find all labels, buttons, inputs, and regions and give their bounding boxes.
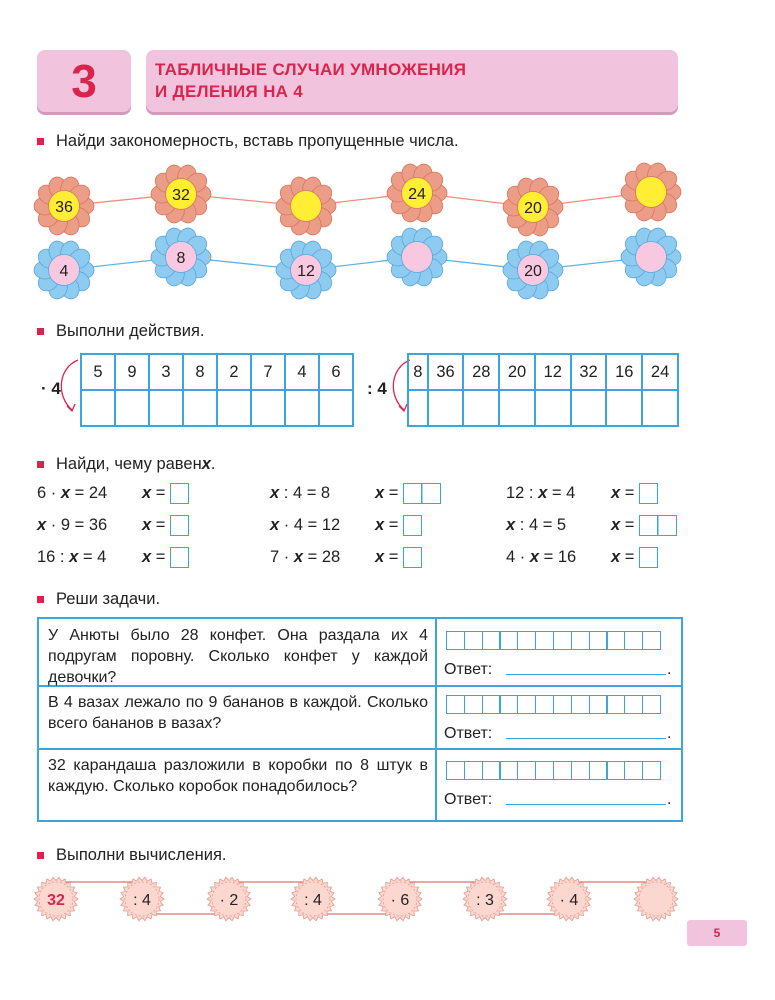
multiply-answer-cell-4[interactable] — [183, 390, 217, 426]
equation-1-1: 6 · х = 24 — [37, 484, 108, 502]
tasks-table: У Анюты было 28 конфет. Она раздала их 4 подругам поровну. Сколько конфет у каждой девочки? В 4 вазах лежало по 9 бананов в каждой. Сколько всего бананов в вазах? 32 карандаша разложили в коробки по 8 штук в каждую. Сколько коробок понадобилось? Ответ: . Ответ: . Ответ: . — [37, 617, 683, 822]
divide-answer-cell-3[interactable] — [463, 390, 499, 426]
multiply-value-3: 3 — [149, 354, 183, 390]
answer-box[interactable] — [639, 483, 658, 504]
task-1-answer-line[interactable] — [506, 674, 666, 675]
divide-value-8: 24 — [642, 354, 678, 390]
task-2-answer-line[interactable] — [506, 738, 666, 739]
section-heading-calc: Выполни вычисления. — [37, 846, 227, 865]
multiply-answer-cell-7[interactable] — [285, 390, 319, 426]
equation-3-2: х : 4 = 5 — [506, 516, 567, 534]
top-flower-1-value: 36 — [55, 199, 73, 216]
divide-value-2: 36 — [428, 354, 464, 390]
top-flower-5 — [503, 176, 563, 239]
chain-node-5-text: · 6 — [390, 892, 410, 909]
divide-value-5: 12 — [535, 354, 571, 390]
answer-box[interactable] — [403, 547, 422, 568]
multiply-value-7: 4 — [285, 354, 319, 390]
lesson-title-box — [146, 50, 678, 112]
multiply-value-6: 7 — [251, 354, 285, 390]
bottom-flower-3 — [276, 239, 336, 300]
answer-2-1: х = — [375, 483, 441, 504]
multiply-value-8: 6 — [319, 354, 353, 390]
chain-node-2-text: : 4 — [133, 892, 151, 909]
task-3-answer-line[interactable] — [506, 804, 666, 805]
divide-value-1: 8 — [408, 354, 428, 390]
multiply-value-4: 8 — [183, 354, 217, 390]
top-flower-2 — [151, 163, 211, 226]
multiply-answer-cell-6[interactable] — [251, 390, 285, 426]
answer-3-1: х = — [611, 483, 658, 504]
page-number: 5 — [687, 920, 747, 946]
bottom-flower-4 — [387, 226, 447, 289]
multiply-answer-cell-5[interactable] — [217, 390, 251, 426]
task-1-answer-label: Ответ: — [444, 661, 493, 678]
divide-answer-cell-2[interactable] — [428, 390, 464, 426]
answer-box[interactable] — [170, 515, 189, 536]
divide-value-4: 20 — [499, 354, 535, 390]
multiply-answer-cell-3[interactable] — [149, 390, 183, 426]
answer-2-2: х = — [375, 515, 422, 536]
bottom-flower-5 — [503, 239, 563, 300]
divide-operation: : 4 — [367, 379, 387, 398]
top-flower-6 — [621, 161, 681, 224]
multiply-value-1: 5 — [81, 354, 115, 390]
top-flower-4-value: 24 — [408, 186, 426, 203]
answer-1-3: х = — [142, 547, 189, 568]
bullet-icon — [37, 596, 44, 603]
top-flower-2-value: 32 — [172, 187, 190, 204]
bottom-flower-6 — [621, 226, 681, 289]
lesson-title-line1: ТАБЛИЧНЫЕ СЛУЧАИ УМНОЖЕНИЯ — [155, 60, 467, 79]
task-1-text: У Анюты было 28 конфет. Она раздала их 4 подругам поровну. Сколько конфет у каждой девочки? — [48, 627, 428, 686]
task-3-answer-label: Ответ: — [444, 791, 493, 808]
answer-box[interactable] — [639, 547, 658, 568]
divide-value-3: 28 — [463, 354, 499, 390]
task-3-solution-cells[interactable] — [446, 761, 660, 779]
multiply-table — [80, 353, 354, 427]
bullet-icon — [37, 138, 44, 145]
answer-box[interactable] — [403, 483, 441, 504]
divide-answer-cell-5[interactable] — [535, 390, 571, 426]
multiply-operation: · 4 — [41, 379, 61, 398]
bottom-flower-2 — [151, 226, 211, 289]
bullet-icon — [37, 328, 44, 335]
bottom-flower-1 — [34, 239, 94, 300]
answer-1-2: х = — [142, 515, 189, 536]
top-flower-1 — [34, 175, 94, 238]
answer-box[interactable] — [170, 547, 189, 568]
calc-chain — [20, 868, 700, 928]
divide-answer-cell-1[interactable] — [408, 390, 428, 426]
section-heading-pattern: Найди закономерность, вставь пропущенные числа. — [37, 132, 459, 151]
section-heading-tasks: Реши задачи. — [37, 590, 160, 609]
multiply-answer-cell-8[interactable] — [319, 390, 353, 426]
lesson-number: 3 — [71, 55, 97, 107]
bottom-flower-5-value: 20 — [524, 263, 542, 280]
chain-node-6-text: : 3 — [476, 892, 494, 909]
equation-2-1: х : 4 = 8 — [270, 484, 331, 502]
chain-node-3-text: · 2 — [219, 892, 239, 909]
answer-1-1: х = — [142, 483, 189, 504]
equation-1-3: 16 : х = 4 — [37, 548, 107, 566]
divide-answer-cell-4[interactable] — [499, 390, 535, 426]
bottom-flower-3-value: 12 — [297, 263, 315, 280]
answer-2-3: х = — [375, 547, 422, 568]
flowers-pattern — [20, 160, 700, 300]
divide-answer-cell-6[interactable] — [571, 390, 607, 426]
task-3-text: 32 карандаша разложили в коробки по 8 штук в каждую. Сколько коробок понадобилось? — [48, 757, 428, 795]
chain-node-1-text: 32 — [47, 892, 65, 909]
multiply-answer-cell-1[interactable] — [81, 390, 115, 426]
divide-table — [407, 353, 679, 427]
divide-value-7: 16 — [606, 354, 642, 390]
divide-value-6: 32 — [571, 354, 607, 390]
task-2-answer-label: Ответ: — [444, 725, 493, 742]
section-heading-find-x: Найди, чему равен х . — [37, 455, 215, 474]
divide-answer-cell-8[interactable] — [642, 390, 678, 426]
answer-box[interactable] — [170, 483, 189, 504]
top-flower-3 — [276, 175, 336, 238]
chain-node-4-text: : 4 — [304, 892, 322, 909]
answer-box[interactable] — [403, 515, 422, 536]
answer-3-2: х = — [611, 515, 677, 536]
equation-2-2: х · 4 = 12 — [270, 516, 341, 534]
top-flower-5-value: 20 — [524, 200, 542, 217]
multiply-value-5: 2 — [217, 354, 251, 390]
lesson-title-line2: И ДЕЛЕНИЯ НА 4 — [155, 82, 304, 101]
task-1-solution-cells[interactable] — [446, 631, 660, 649]
section-heading-actions: Выполни действия. — [37, 322, 204, 341]
lesson-number-box — [37, 50, 131, 112]
task-2-solution-cells[interactable] — [446, 695, 660, 713]
bottom-flower-1-value: 4 — [59, 263, 69, 280]
answer-box[interactable] — [639, 515, 677, 536]
divide-answer-cell-7[interactable] — [606, 390, 642, 426]
equation-3-3: 4 · х = 16 — [506, 548, 577, 566]
bullet-icon — [37, 852, 44, 859]
equation-2-3: 7 · х = 28 — [270, 548, 341, 566]
bottom-flower-2-value: 8 — [176, 250, 186, 267]
equation-1-2: х · 9 = 36 — [37, 516, 108, 534]
chain-node-8 — [634, 877, 678, 921]
task-2-text: В 4 вазах лежало по 9 бананов в каждой. Сколько всего бананов в вазах? — [48, 694, 428, 732]
equation-3-1: 12 : х = 4 — [506, 484, 576, 502]
multiply-answer-cell-2[interactable] — [115, 390, 149, 426]
chain-node-7-text: · 4 — [559, 892, 579, 909]
multiply-value-2: 9 — [115, 354, 149, 390]
top-flower-4 — [387, 162, 447, 225]
answer-3-3: х = — [611, 547, 658, 568]
chain-node-1 — [34, 877, 78, 921]
bullet-icon — [37, 461, 44, 468]
